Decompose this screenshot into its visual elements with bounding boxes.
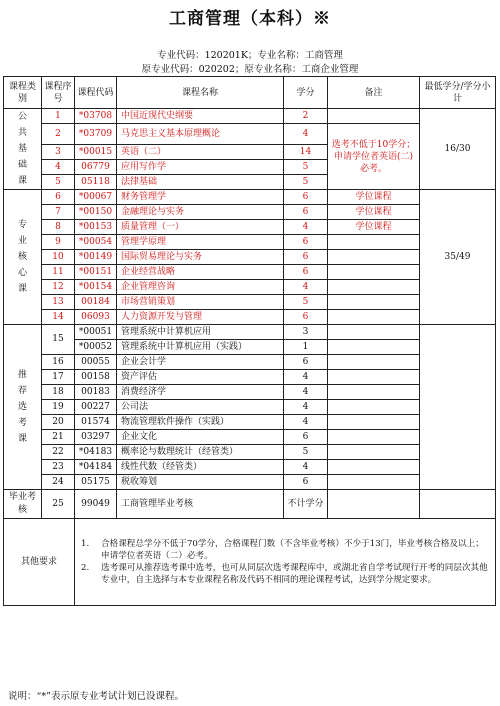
requirement-number: 1. — [81, 539, 90, 549]
course-name: 金融理论与实务 — [117, 205, 284, 220]
course-name: 企业文化 — [117, 430, 284, 445]
course-credit: 4 — [284, 370, 328, 385]
grad-total-empty — [420, 490, 496, 519]
graduation-row — [4, 490, 496, 519]
note-empty — [328, 325, 420, 340]
course-name: 国际贸易理论与实务 — [117, 250, 284, 265]
course-seq: 18 — [42, 385, 75, 400]
course-credit: 6 — [284, 265, 328, 280]
degree-note: 学位课程 — [328, 190, 420, 205]
course-seq: 15 — [42, 325, 75, 355]
course-credit: 4 — [284, 385, 328, 400]
course-name: 物流管理软件操作（实践） — [117, 415, 284, 430]
header-name: 课程名称 — [117, 77, 284, 109]
course-name: 企业会计学 — [117, 355, 284, 370]
category-graduation: 毕业考核 — [4, 490, 42, 519]
requirement-text: 选考课可从推荐选考课中选考，也可从同层次选考课程库中，或湖北省自学考试现行开考的同层次其他专业中，自主选择与本专业课程名称及代码不相同的理论课程考试，达到学分规定要求。 — [101, 563, 488, 585]
course-seq: 9 — [42, 235, 75, 250]
course-name: 英语（二） — [117, 145, 284, 160]
course-seq: 22 — [42, 445, 75, 460]
course-credit: 1 — [284, 340, 328, 355]
category-core-label: 专业核心课 — [17, 220, 27, 294]
course-code: *00151 — [75, 265, 117, 280]
course-credit: 4 — [284, 220, 328, 235]
note-empty — [328, 250, 420, 265]
course-code: 05175 — [75, 475, 117, 490]
course-name: 人力资源开发与管理 — [117, 310, 284, 325]
note-empty — [328, 109, 420, 124]
course-seq: 10 — [42, 250, 75, 265]
course-seq: 3 — [42, 145, 75, 160]
course-name: 资产评估 — [117, 370, 284, 385]
course-code: *00015 — [75, 145, 117, 160]
table-header-row — [4, 77, 496, 109]
course-name: 工商管理毕业考核 — [117, 490, 284, 519]
course-code: *00150 — [75, 205, 117, 220]
core-total: 35/49 — [420, 190, 496, 325]
course-seq: 2 — [42, 124, 75, 145]
note-empty — [328, 400, 420, 415]
note-empty — [328, 235, 420, 250]
header-credit: 学分 — [284, 77, 328, 109]
note-empty — [328, 295, 420, 310]
course-name: 法律基础 — [117, 175, 284, 190]
course-name: 税收筹划 — [117, 475, 284, 490]
course-plan-table — [3, 76, 496, 606]
course-code: 00055 — [75, 355, 117, 370]
course-credit: 6 — [284, 310, 328, 325]
course-name: 消费经济学 — [117, 385, 284, 400]
course-credit: 6 — [284, 190, 328, 205]
course-name: 中国近现代史纲要 — [117, 109, 284, 124]
course-seq: 20 — [42, 415, 75, 430]
course-name: 马克思主义基本原理概论 — [117, 124, 284, 145]
course-seq: 24 — [42, 475, 75, 490]
footer-note: 说明：“*”表示原专业考试计划已设课程。 — [8, 691, 184, 702]
course-seq: 25 — [42, 490, 75, 519]
course-seq: 7 — [42, 205, 75, 220]
course-seq: 16 — [42, 355, 75, 370]
course-code: *00067 — [75, 190, 117, 205]
course-credit: 4 — [284, 415, 328, 430]
page-title: 工商管理（本科）※ — [169, 9, 331, 29]
course-code: *00149 — [75, 250, 117, 265]
course-code: 03297 — [75, 430, 117, 445]
note-empty — [328, 385, 420, 400]
course-name: 管理系统中计算机应用（实践） — [117, 340, 284, 355]
rec-total-empty — [420, 325, 496, 490]
course-name: 质量管理（一） — [117, 220, 284, 235]
course-name: 管理系统中计算机应用 — [117, 325, 284, 340]
note-empty — [328, 310, 420, 325]
course-credit: 6 — [284, 430, 328, 445]
course-seq: 14 — [42, 310, 75, 325]
course-name: 财务管理学 — [117, 190, 284, 205]
course-name: 企业管理咨询 — [117, 280, 284, 295]
course-code: 00158 — [75, 370, 117, 385]
course-code: *03708 — [75, 109, 117, 124]
course-credit: 6 — [284, 250, 328, 265]
course-seq: 4 — [42, 160, 75, 175]
course-credit: 5 — [284, 175, 328, 190]
course-credit: 4 — [284, 460, 328, 475]
original-major-code-line: 原专业代码：020202；原专业名称：工商企业管理 — [141, 64, 359, 75]
course-code: 00183 — [75, 385, 117, 400]
course-credit: 3 — [284, 325, 328, 340]
requirement-number: 2. — [81, 563, 90, 573]
course-credit: 5 — [284, 295, 328, 310]
course-seq: 12 — [42, 280, 75, 295]
requirement-item — [79, 538, 491, 562]
course-seq: 13 — [42, 295, 75, 310]
course-credit: 5 — [284, 160, 328, 175]
public-total: 16/30 — [420, 109, 496, 190]
course-credit: 6 — [284, 235, 328, 250]
course-credit: 6 — [284, 205, 328, 220]
course-name: 管理学原理 — [117, 235, 284, 250]
course-code: *00154 — [75, 280, 117, 295]
degree-note: 学位课程 — [328, 220, 420, 235]
category-core — [4, 190, 42, 325]
course-credit: 4 — [284, 400, 328, 415]
course-credit: 6 — [284, 475, 328, 490]
note-empty — [328, 265, 420, 280]
course-seq: 1 — [42, 109, 75, 124]
course-code: *03709 — [75, 124, 117, 145]
course-name: 应用写作学 — [117, 160, 284, 175]
header-seq: 课程序号 — [42, 77, 75, 109]
course-name: 线性代数（经管类） — [117, 460, 284, 475]
course-seq: 11 — [42, 265, 75, 280]
category-public — [4, 109, 42, 190]
other-requirements-row — [4, 519, 496, 606]
course-credit: 4 — [284, 280, 328, 295]
header-code: 课程代码 — [75, 77, 117, 109]
course-code: 06779 — [75, 160, 117, 175]
table-row — [4, 190, 496, 205]
course-name: 概率论与数理统计（经管类） — [117, 445, 284, 460]
note-empty — [328, 430, 420, 445]
course-code: 99049 — [75, 490, 117, 519]
course-code: *00153 — [75, 220, 117, 235]
other-requirements — [75, 519, 496, 606]
header-min-credit: 最低学分/学分小计 — [420, 77, 496, 109]
requirement-text: 合格课程总学分不低于70学分，合格课程门数（不含毕业考核）不少于13门，毕业考核合格及以上；申请学位者英语（二）必考。 — [101, 539, 484, 561]
note-empty — [328, 475, 420, 490]
major-code-line: 专业代码：120201K；专业名称：工商管理 — [157, 50, 343, 61]
course-code: *00052 — [75, 340, 117, 355]
note-empty — [328, 460, 420, 475]
course-code: 05118 — [75, 175, 117, 190]
course-credit: 2 — [284, 109, 328, 124]
course-seq: 6 — [42, 190, 75, 205]
requirement-item — [79, 562, 491, 586]
course-code: 06093 — [75, 310, 117, 325]
course-code: *04183 — [75, 445, 117, 460]
course-seq: 23 — [42, 460, 75, 475]
course-code: 00227 — [75, 400, 117, 415]
table-row — [4, 325, 496, 340]
note-empty — [328, 280, 420, 295]
course-seq: 21 — [42, 430, 75, 445]
other-label: 其他要求 — [4, 519, 75, 606]
course-seq: 19 — [42, 400, 75, 415]
course-credit: 5 — [284, 445, 328, 460]
note-empty — [328, 445, 420, 460]
course-name: 市场营销策划 — [117, 295, 284, 310]
course-seq: 17 — [42, 370, 75, 385]
course-seq: 5 — [42, 175, 75, 190]
course-name: 企业经营战略 — [117, 265, 284, 280]
course-code: *00051 — [75, 325, 117, 340]
course-code: *00054 — [75, 235, 117, 250]
category-recommended — [4, 325, 42, 490]
category-recommended-label: 推荐选考课 — [17, 370, 27, 444]
note-empty — [328, 340, 420, 355]
category-public-label: 公共基础课 — [17, 112, 27, 186]
note-empty — [328, 370, 420, 385]
table-row — [4, 109, 496, 124]
header-note: 备注 — [328, 77, 420, 109]
course-seq: 8 — [42, 220, 75, 235]
note-empty — [328, 355, 420, 370]
course-credit: 4 — [284, 124, 328, 145]
course-code: 01574 — [75, 415, 117, 430]
public-note: 选考不低于10学分；申请学位者英语(二)必考。 — [328, 124, 420, 190]
note-empty — [328, 415, 420, 430]
course-credit: 6 — [284, 355, 328, 370]
course-credit: 14 — [284, 145, 328, 160]
course-name: 公司法 — [117, 400, 284, 415]
note-empty — [328, 490, 420, 519]
course-code: *04184 — [75, 460, 117, 475]
course-credit: 不计学分 — [284, 490, 328, 519]
degree-note: 学位课程 — [328, 205, 420, 220]
course-code: 00184 — [75, 295, 117, 310]
header-category: 课程类别 — [4, 77, 42, 109]
